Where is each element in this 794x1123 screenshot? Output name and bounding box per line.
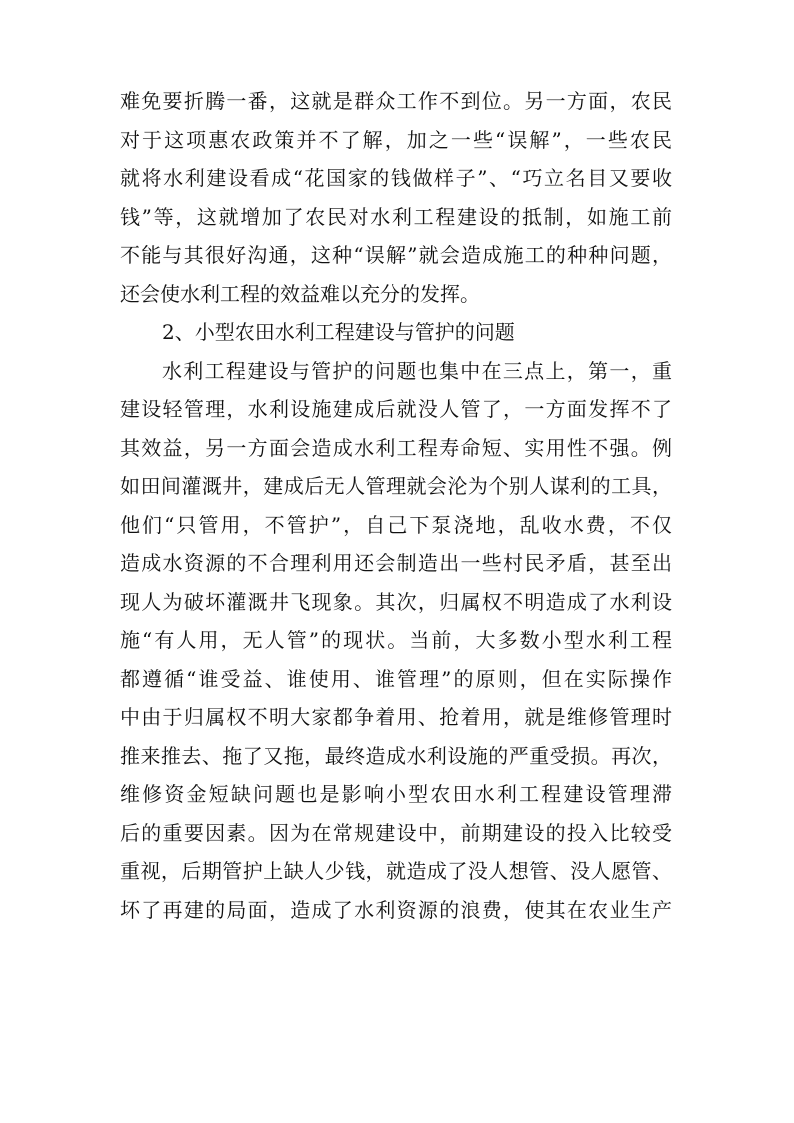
text-line: 钱”等，这就增加了农民对水利工程建设的抵制，如施工前	[120, 204, 672, 229]
text-line: 对于这项惠农政策并不了解，加之一些“误解”，一些农民	[120, 127, 672, 152]
text-line: 维修资金短缺问题也是影响小型农田水利工程建设管理滞	[120, 782, 672, 806]
text-line: 现人为破坏灌溉井飞现象。其次，归属权不明造成了水利设	[120, 589, 672, 614]
text-line: 水利工程建设与管护的问题也集中在三点上，第一，重	[162, 358, 672, 383]
text-line: 如田间灌溉井，建成后无人管理就会沦为个别人谋利的工具，	[120, 474, 672, 498]
text-line: 他们“只管用，不管护”，自己下泵浇地，乱收水费，不仅	[120, 512, 672, 537]
text-line: 造成水资源的不合理利用还会制造出一些村民矛盾，甚至出	[120, 551, 672, 575]
text-line: 就将水利建设看成“花国家的钱做样子”、“巧立名目又要收	[120, 166, 672, 190]
text-line: 坏了再建的局面，造成了水利资源的浪费，使其在农业生产	[120, 897, 672, 922]
text-line: 重视，后期管护上缺人少钱，就造成了没人想管、没人愿管、	[120, 859, 672, 883]
text-line: 其效益，另一方面会造成水利工程寿命短、实用性不强。例	[120, 435, 672, 460]
text-line: 不能与其很好沟通，这种“误解”就会造成施工的种种问题，	[120, 243, 672, 267]
text-line: 施“有人用，无人管”的现状。当前，大多数小型水利工程	[120, 628, 672, 652]
text-line: 还会使水利工程的效益难以充分的发挥。	[120, 281, 480, 306]
section-heading: 2、小型农田水利工程建设与管护的问题	[162, 320, 515, 344]
text-line: 中由于归属权不明大家都争着用、抢着用，就是维修管理时	[120, 705, 672, 729]
body-text	[120, 82, 672, 929]
text-line: 建设轻管理，水利设施建成后就没人管了，一方面发挥不了	[120, 397, 672, 421]
text-line: 后的重要因素。因为在常规建设中，前期建设的投入比较受	[120, 820, 672, 845]
text-line: 难免要折腾一番，这就是群众工作不到位。另一方面，农民	[120, 89, 672, 113]
text-line: 推来推去、拖了又拖，最终造成水利设施的严重受损。再次，	[120, 743, 672, 768]
text-line: 都遵循“谁受益、谁使用、谁管理”的原则，但在实际操作	[120, 666, 672, 691]
